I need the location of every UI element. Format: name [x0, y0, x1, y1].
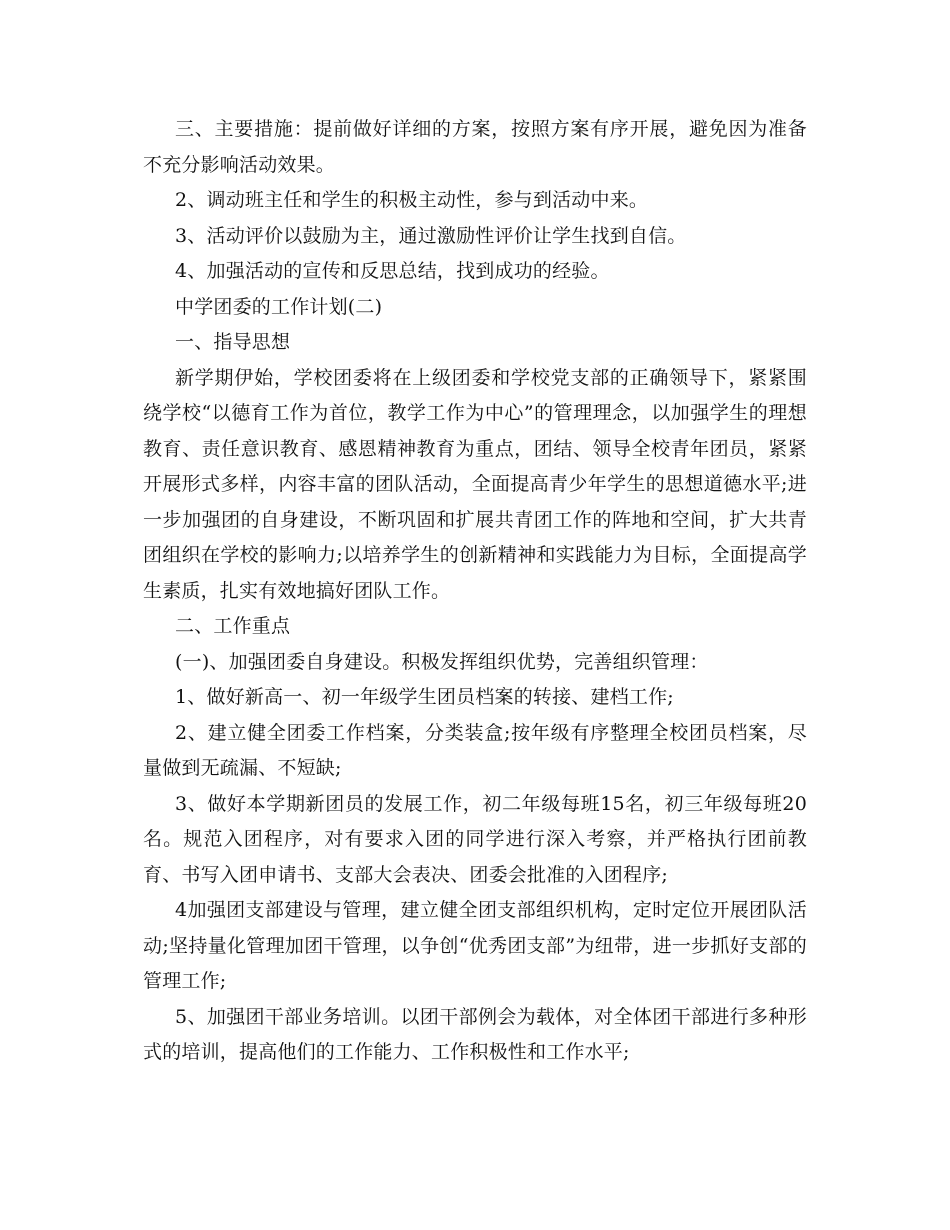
paragraph-focus-item-5: 5、加强团干部业务培训。以团干部例会为载体，对全体团干部进行多种形式的培训，提高他们的工作能力、工作积极性和工作水平; — [143, 1005, 807, 1063]
paragraph-measures: 三、主要措施：提前做好详细的方案，按照方案有序开展，避免因为准备不充分影响活动效果。 — [143, 118, 807, 176]
document-body — [143, 112, 807, 1071]
section-heading-guiding-thought: 一、指导思想 — [175, 331, 291, 353]
paragraph-item-2: 2、调动班主任和学生的积极主动性，参与到活动中来。 — [175, 189, 649, 211]
section-heading-plan-2: 中学团委的工作计划(二) — [175, 295, 383, 318]
paragraph-focus-item-3: 3、做好本学期新团员的发展工作，初二年级每班15名，初三年级每班20名。规范入团程序，对有要求入团的同学进行深入考察，并严格执行团前教育、书写入团申请书、支部大会表决、团委会批准的入团程序; — [143, 792, 807, 886]
section-heading-work-focus: 二、工作重点 — [175, 615, 291, 637]
paragraph-focus-item-2: 2、建立健全团委工作档案，分类装盒;按年级有序整理全校团员档案，尽量做到无疏漏、不短缺; — [143, 721, 807, 779]
paragraph-item-3: 3、活动评价以鼓励为主，通过激励性评价让学生找到自信。 — [175, 224, 687, 247]
paragraph-item-4: 4、加强活动的宣传和反思总结，找到成功的经验。 — [175, 260, 610, 282]
paragraph-focus-item-4: 4加强团支部建设与管理，建立健全团支部组织机构，定时定位开展团队活动;坚持量化管理加团干管理，以争创“优秀团支部”为纽带，进一步抓好支部的管理工作; — [143, 899, 807, 992]
paragraph-guiding-thought: 新学期伊始，学校团委将在上级团委和学校党支部的正确领导下，紧紧围绕学校“以德育工作为首位，教学工作为中心”的管理理念，以加强学生的理想教育、责任意识教育、感恩精神教育为重点，团结、领导全校青年团员，紧紧开展形式多样，内容丰富的团队活动，全面提高青少年学生的思想道德水平;进一步加强团的自身建设，不断巩固和扩展共青团工作的阵地和空间，扩大共青团组织在学校的影响力;以培养学生的创新精神和实践能力为目标，全面提高学生素质，扎实有效地搞好团队工作。 — [143, 366, 807, 602]
subsection-heading-self-building: (一)、加强团委自身建设。积极发挥组织优势，完善组织管理： — [175, 650, 709, 673]
paragraph-focus-item-1: 1、做好新高一、初一年级学生团员档案的转接、建档工作; — [175, 686, 674, 708]
